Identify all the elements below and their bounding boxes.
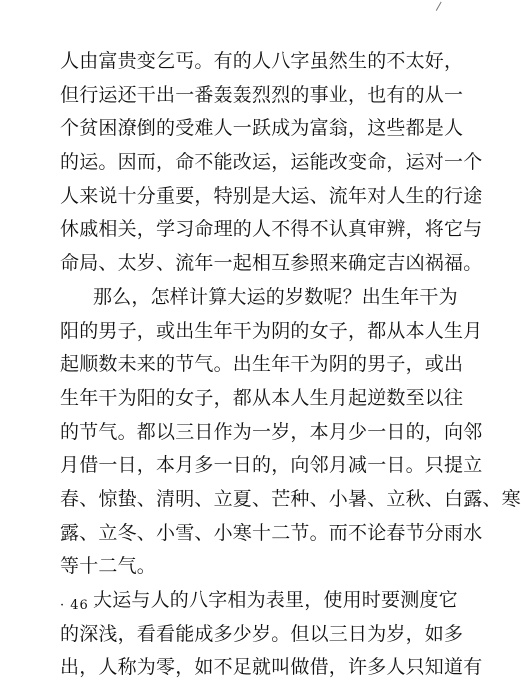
text-line: 的运。因而，命不能改运，运能改变命，运对一个	[60, 151, 483, 174]
page-number: · 46 ·	[60, 598, 100, 613]
text-line: 阳的男子，或出生年干为阴的女子，都从本人生月	[60, 319, 483, 342]
text-line: 人来说十分重要，特别是大运、流年对人生的行途	[60, 184, 483, 207]
text-line: 生年干为阳的女子，都从本人生月起逆数至以往	[60, 386, 464, 409]
text-line: 露、立冬、小雪、小寒十二节。而不论春节分雨水	[60, 521, 483, 544]
text-line: 休戚相关，学习命理的人不得不认真审辨，将它与	[60, 218, 483, 241]
text-line: 但行运还干出一番轰轰烈烈的事业，也有的从一	[60, 83, 464, 106]
scan-mark	[436, 2, 444, 13]
text-line: 的节气。都以三日作为一岁，本月少一日的，向邻	[60, 420, 483, 443]
text-line: 的深浅，看看能成多少岁。但以三日为岁，如多	[60, 622, 464, 645]
text-line: 出，人称为零，如不足就叫做借，许多人只知道有	[60, 656, 483, 679]
paragraph-start-line: 大运与人的八字相为表里，使用时要测度它	[93, 589, 458, 611]
text-line: 人由富贵变乞丐。有的人八字虽然生的不太好，	[60, 50, 464, 72]
text-line: 个贫困潦倒的受难人一跃成为富翁，这些都是人	[60, 117, 464, 140]
text-line: 起顺数未来的节气。出生年干为阴的男子，或出	[60, 353, 464, 376]
paragraph-start-line: 那么，怎样计算大运的岁数呢？出生年干为	[93, 285, 458, 308]
text-line: 命局、太岁、流年一起相互参照来确定吉凶祸福。	[60, 252, 483, 275]
body-text	[60, 45, 521, 685]
text-line: 春、惊蛰、清明、立夏、芒种、小暑、立秋、白露、寒	[60, 487, 521, 510]
text-line: 等十二气。	[60, 555, 157, 578]
text-line: 月借一日，本月多一日的，向邻月减一日。只提立	[60, 454, 483, 477]
